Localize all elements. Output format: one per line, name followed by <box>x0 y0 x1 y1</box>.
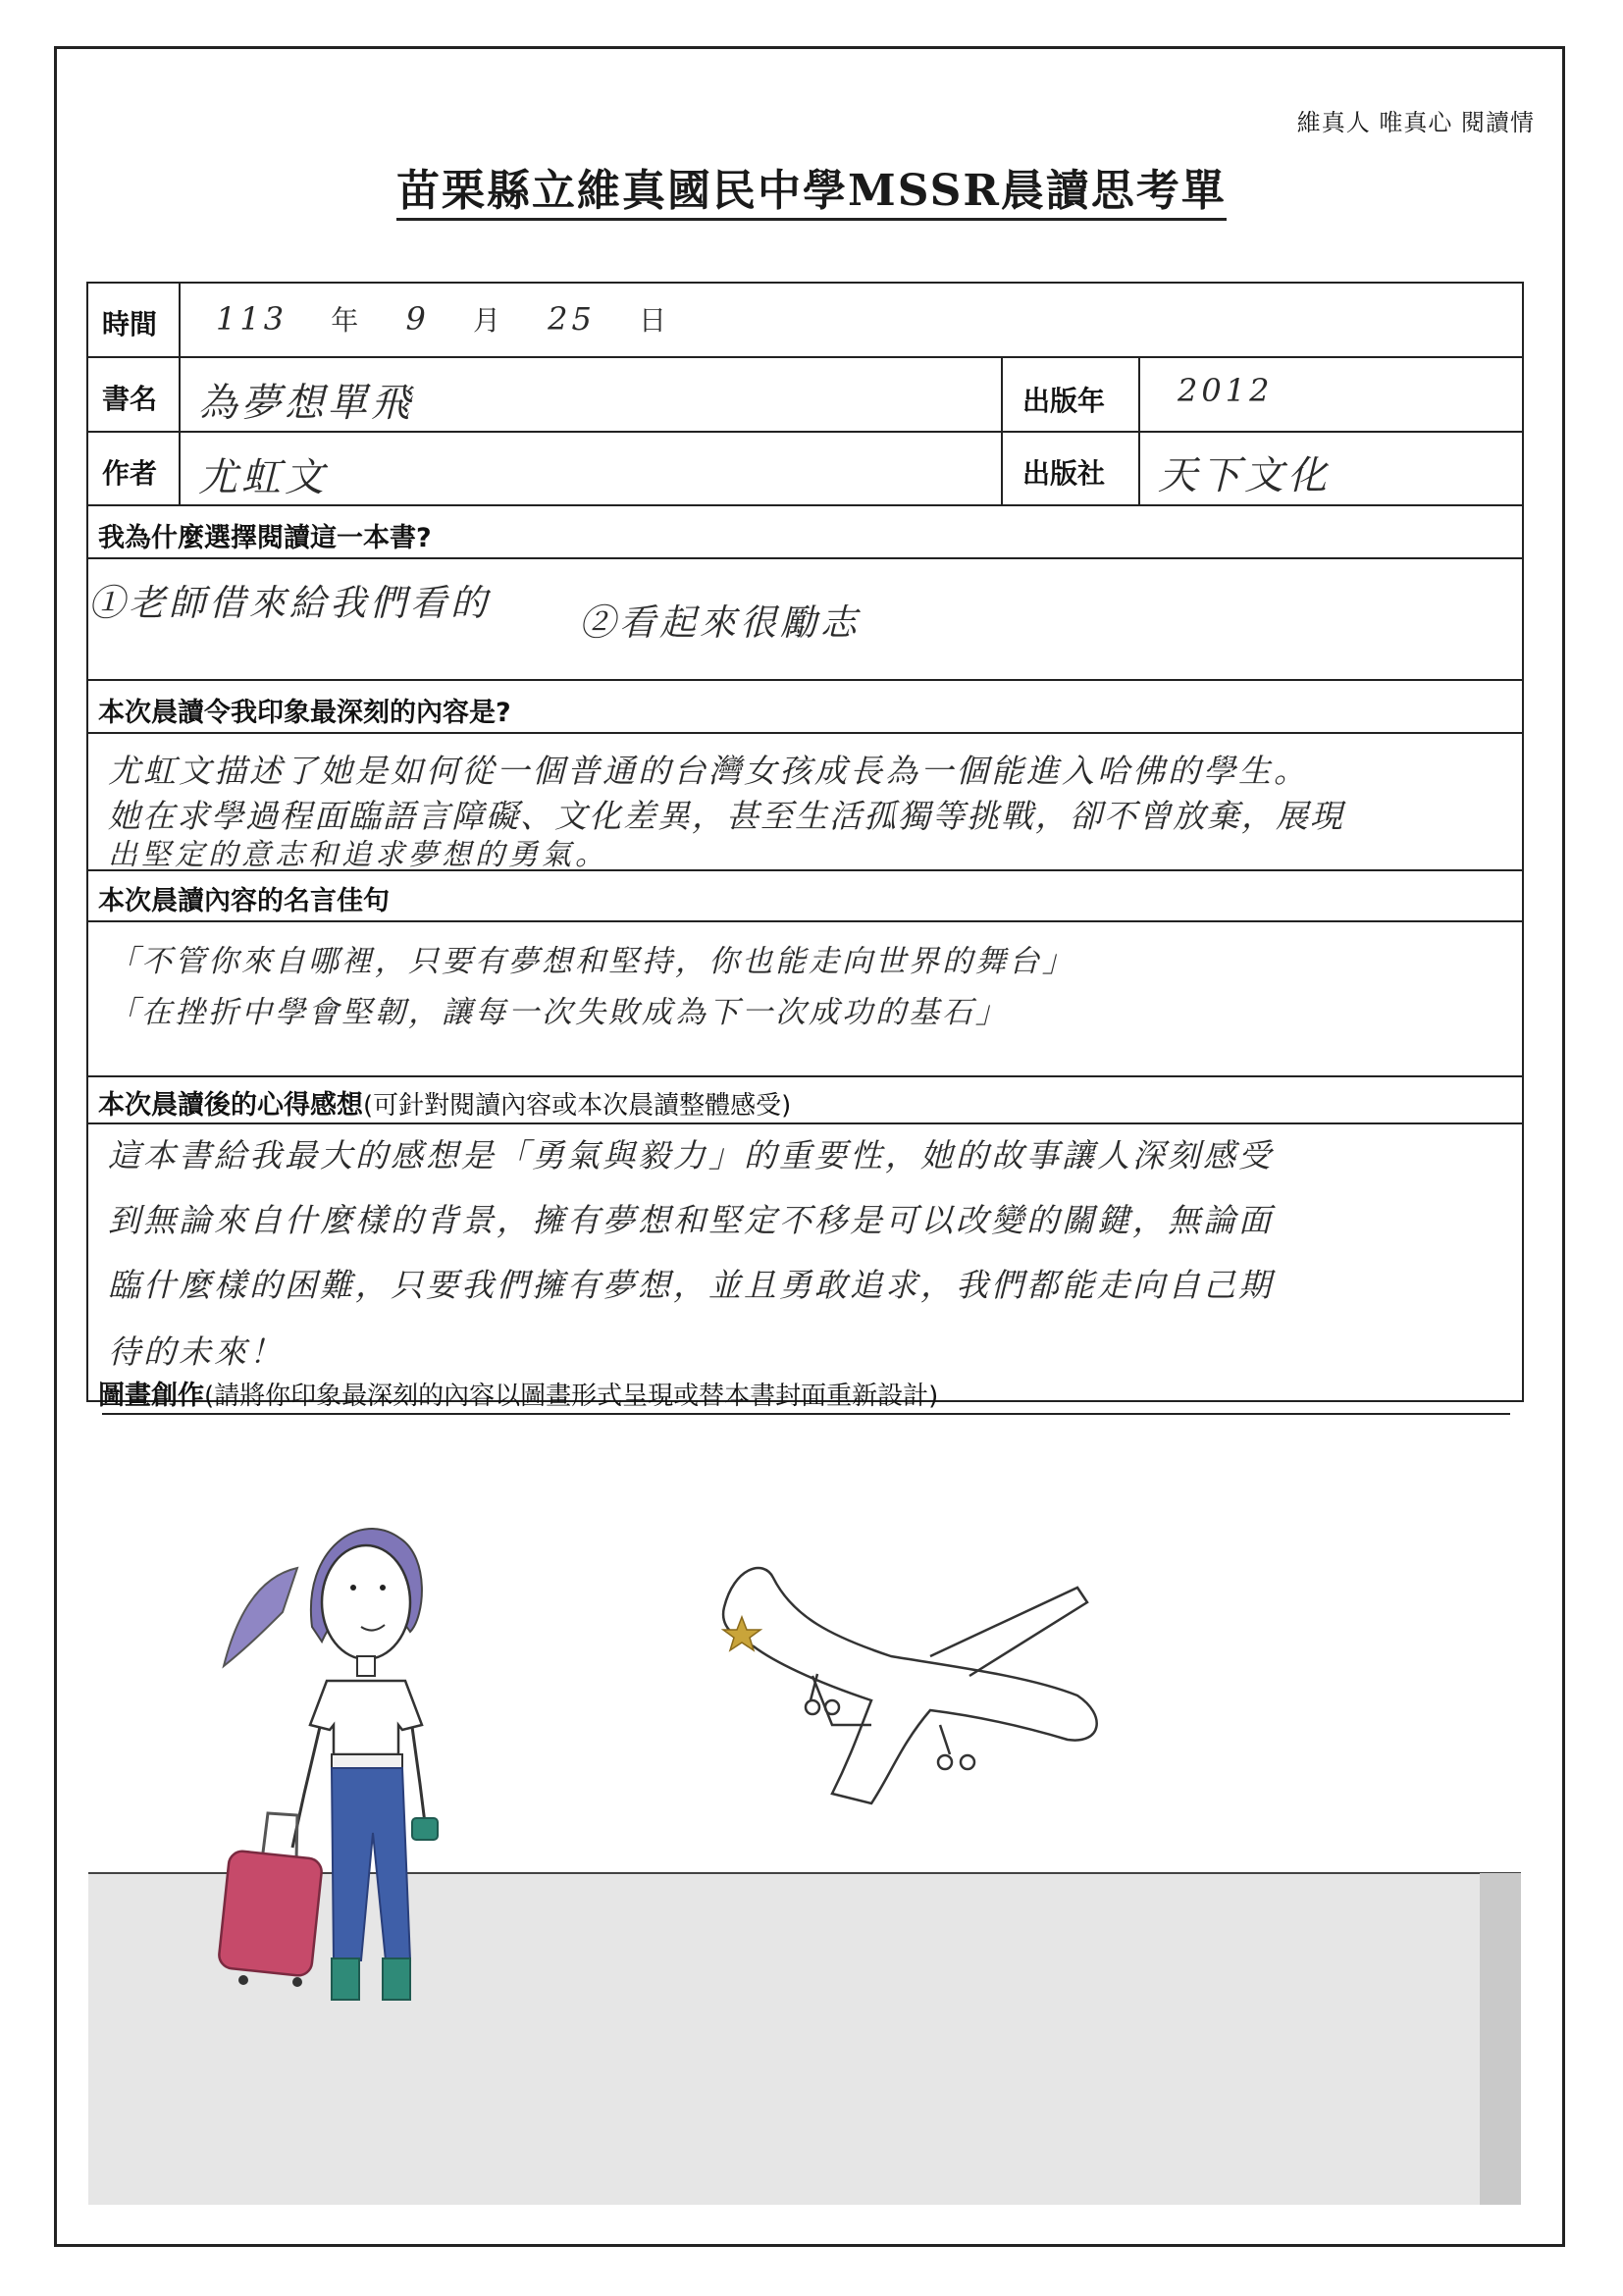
month-unit: 月 <box>472 304 504 337</box>
book-row <box>88 358 1522 433</box>
impression-answer-row <box>88 734 1522 871</box>
quotes-answer-row <box>88 922 1522 1077</box>
suitcase-wheel-left <box>238 1975 248 1985</box>
day-value: 25 <box>548 300 596 338</box>
girl-right-arm <box>412 1727 425 1823</box>
reflection-answer-row <box>88 1124 1522 1402</box>
why-answer-row <box>88 559 1522 681</box>
school-slogan: 維真人 唯真心 閱讀情 <box>1296 109 1535 136</box>
airplane-rear-wheel-1 <box>938 1755 952 1769</box>
drawing-header-underline <box>102 1413 1510 1415</box>
book-label: 書名 <box>102 383 158 415</box>
airplane-wing <box>930 1588 1087 1676</box>
impression-line-2: 她在求學過程面臨語言障礙、文化差異，甚至生活孤獨等挑戰，卻不曾放棄，展現 <box>108 797 1344 835</box>
ground-dark-edge <box>1480 1873 1521 2205</box>
author-label: 作者 <box>102 457 158 490</box>
page-title <box>0 155 1623 218</box>
quotes-header-row <box>88 871 1522 922</box>
drawing-area <box>86 1431 1524 2216</box>
suitcase <box>218 1813 323 1987</box>
airplane-front-wheel-2 <box>825 1700 839 1714</box>
divider <box>1001 358 1003 431</box>
month-value: 9 <box>405 300 430 338</box>
girl-eye-left <box>350 1585 356 1591</box>
airplane-star <box>723 1617 760 1650</box>
airplane-rear-gear <box>940 1725 950 1754</box>
author-row <box>88 433 1522 506</box>
pubyear-value: 2012 <box>1178 372 1274 409</box>
why-reason-1: ①老師借來給我們看的 <box>88 582 491 624</box>
year-value: 113 <box>216 300 288 338</box>
divider <box>1138 433 1140 506</box>
impression-header-row <box>88 681 1522 734</box>
divider <box>1138 358 1140 431</box>
quote-line-2: 「在挫折中學會堅韌，讓每一次失敗成為下一次成功的基石」 <box>108 995 1009 1030</box>
why-reason-2: ②看起來很勵志 <box>579 601 861 644</box>
drawing-label <box>98 1374 938 1412</box>
divider <box>179 284 181 358</box>
info-table <box>86 282 1524 506</box>
time-label: 時間 <box>102 308 158 340</box>
divider <box>179 358 181 431</box>
girl-boot-left <box>332 1958 359 2000</box>
reflection-line-1: 這本書給我最大的感想是「勇氣與毅力」的重要性，她的故事讓人深刻感受 <box>108 1136 1274 1174</box>
sections-box <box>86 504 1524 1402</box>
girl-belt <box>332 1754 402 1768</box>
publisher-label: 出版社 <box>1022 457 1106 490</box>
pubyear-label: 出版年 <box>1022 385 1106 417</box>
drawing-svg <box>86 1431 1524 2216</box>
divider <box>1001 433 1003 506</box>
time-value <box>216 299 670 339</box>
time-row <box>88 284 1522 358</box>
girl-ponytail <box>224 1568 297 1666</box>
quotes-label: 本次晨讀內容的名言佳句 <box>98 886 390 916</box>
reflection-label <box>98 1083 791 1122</box>
reflection-header-row <box>88 1077 1522 1124</box>
girl-shirt <box>310 1681 422 1754</box>
airplane <box>723 1568 1097 1803</box>
reflection-line-4: 待的未來！ <box>108 1332 285 1371</box>
divider <box>179 433 181 506</box>
girl-boot-right <box>383 1958 410 2000</box>
reflection-label-text: 本次晨讀後的心得感想 <box>98 1090 363 1121</box>
airplane-body <box>723 1568 1097 1803</box>
why-header-row <box>88 504 1522 559</box>
suitcase-body <box>218 1850 323 1976</box>
year-unit: 年 <box>331 304 363 337</box>
title-text: 苗栗縣立維真國民中學MSSR晨讀思考單 <box>396 166 1227 221</box>
reflection-line-2: 到無論來自什麼樣的背景，擁有夢想和堅定不移是可以改變的關鍵，無論面 <box>108 1201 1274 1239</box>
impression-line-3: 出堅定的意志和追求夢想的勇氣。 <box>108 838 608 872</box>
girl-neck <box>357 1656 375 1676</box>
quote-line-1: 「不管你來自哪裡，只要有夢想和堅持，你也能走向世界的舞台」 <box>108 944 1075 979</box>
reflection-label-note: (可針對閱讀內容或本次晨讀整體感受) <box>363 1091 792 1121</box>
airplane-rear-wheel-2 <box>961 1755 974 1769</box>
author-value: 尤虹文 <box>198 455 328 500</box>
drawing-label-note: (請將你印象最深刻的內容以圖畫形式呈現或替本書封面重新設計) <box>204 1382 939 1411</box>
drawing-label-text: 圖畫創作 <box>98 1381 204 1411</box>
day-unit: 日 <box>639 304 671 337</box>
drawing-header <box>86 1364 1524 1413</box>
book-title-value: 為夢想單飛 <box>198 381 414 426</box>
girl-eye-right <box>380 1585 386 1591</box>
why-label: 我為什麼選擇閱讀這一本書? <box>98 523 432 553</box>
impression-label: 本次晨讀令我印象最深刻的內容是? <box>98 698 511 728</box>
reflection-line-3: 臨什麼樣的困難，只要我們擁有夢想，並且勇敢追求，我們都能走向自己期 <box>108 1266 1274 1304</box>
girl-face <box>322 1545 410 1659</box>
airplane-front-wheel-1 <box>806 1700 819 1714</box>
girl-camera <box>412 1818 438 1840</box>
publisher-value: 天下文化 <box>1158 453 1331 498</box>
impression-line-1: 尤虹文描述了她是如何從一個普通的台灣女孩成長為一個能進入哈佛的學生。 <box>108 752 1309 790</box>
suitcase-wheel-right <box>292 1977 302 1987</box>
